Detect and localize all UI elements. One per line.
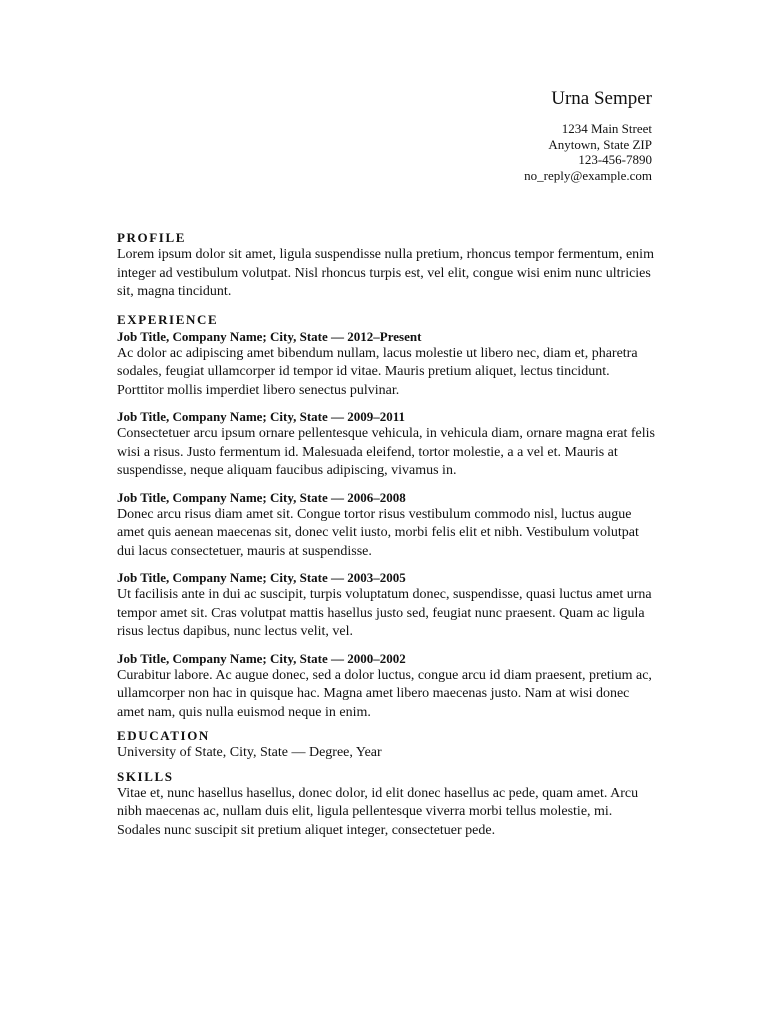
education-text: University of State, City, State — Degree, Year: [117, 745, 382, 760]
job-description: Ut facilisis ante in dui ac suscipit, turpis voluptatum donec, suspendisse, quasi luctus amet urna tempor amet sit. Cras volutpat mattis hasellus justo sed, feugiat nunc praesent. Quam ac ligula risus lectus dapibus, nunc lectus velit, vel.: [117, 587, 652, 639]
job-entry: [117, 328, 657, 401]
skills-text: Vitae et, nunc hasellus hasellus, donec dolor, id elit donec hasellus ac pede, quam amet. Arcu nibh maecenas ac, nullam duis elit, ligula pellentesque viverra morbi tellus molestie, mi. Sodales nunc suscipit sit pretium aliquet integer, consectetuer pede.: [117, 785, 639, 838]
job-title: Job Title, Company Name; City, State — 2009–2011: [117, 409, 406, 424]
profile-text: Lorem ipsum dolor sit amet, ligula suspendisse nulla pretium, rhoncus tempor fermentum, enim integer ad vestibulum volutpat. Nisl rhoncus turpis est, vel elit, congue wisi enim nunc ultricies sit, magna tincidunt.: [117, 247, 654, 299]
skills-heading: SKILLS: [117, 768, 174, 784]
job-title: Job Title, Company Name; City, State — 2000–2002: [117, 650, 406, 666]
contact-header: [524, 86, 652, 183]
job-entry: [117, 489, 657, 562]
job-description: Consectetuer arcu ipsum ornare pellentesque vehicula, in vehicula diam, ornare magna erat felis wisi a risus. Justo fermentum id. Malesuada eleifend, tortor molestie, a a vel et. Mauris at suspendisse, neque aliquam faucibus adipiscing, vivamus in.: [117, 426, 656, 478]
profile-section: [117, 229, 657, 302]
person-name: Urna Semper: [551, 88, 652, 109]
job-title: Job Title, Company Name; City, State — 2003–2005: [117, 570, 406, 585]
email-address: no_reply@example.com: [524, 167, 652, 183]
education-heading: EDUCATION: [117, 728, 210, 743]
job-title: Job Title, Company Name; City, State — 2006–2008: [117, 489, 406, 505]
skills-section: [117, 768, 657, 841]
job-title: Job Title, Company Name; City, State — 2012–Present: [117, 328, 422, 344]
resume-body: [117, 229, 657, 845]
experience-section: [117, 311, 657, 723]
address-line-1: 1234 Main Street: [561, 121, 652, 136]
job-description: Curabitur labore. Ac augue donec, sed a dolor luctus, congue arcu id diam praesent, pretium ac, ullamcorper non hac in quisque hac. Magna amet libero maecenas justo. Nam at wisi donec amet nam, quis nulla euismod neque in enim.: [117, 667, 652, 720]
experience-heading: EXPERIENCE: [117, 311, 219, 327]
job-entry: [117, 569, 657, 642]
job-entry: [117, 408, 657, 481]
education-section: [117, 727, 657, 763]
profile-heading: PROFILE: [117, 230, 186, 245]
job-description: Donec arcu risus diam amet sit. Congue tortor risus vestibulum commodo nisl, luctus augue amet quis aenean maecenas sit, donec velit iusto, morbi felis elit et nibh. Vestibulum volutpat dui lacus consectetuer, mauris at suspendisse.: [117, 506, 639, 559]
job-entry: [117, 650, 657, 723]
address-line-2: Anytown, State ZIP: [548, 136, 652, 152]
job-description: Ac dolor ac adipiscing amet bibendum nullam, lacus molestie ut libero nec, diam et, pharetra sodales, feugiat ullamcorper id tempor id vitae. Mauris pretium aliquet, lectus tincidunt. Porttitor mollis imperdiet libero senectus pulvinar.: [117, 345, 638, 398]
phone-number: 123-456-7890: [578, 152, 652, 167]
